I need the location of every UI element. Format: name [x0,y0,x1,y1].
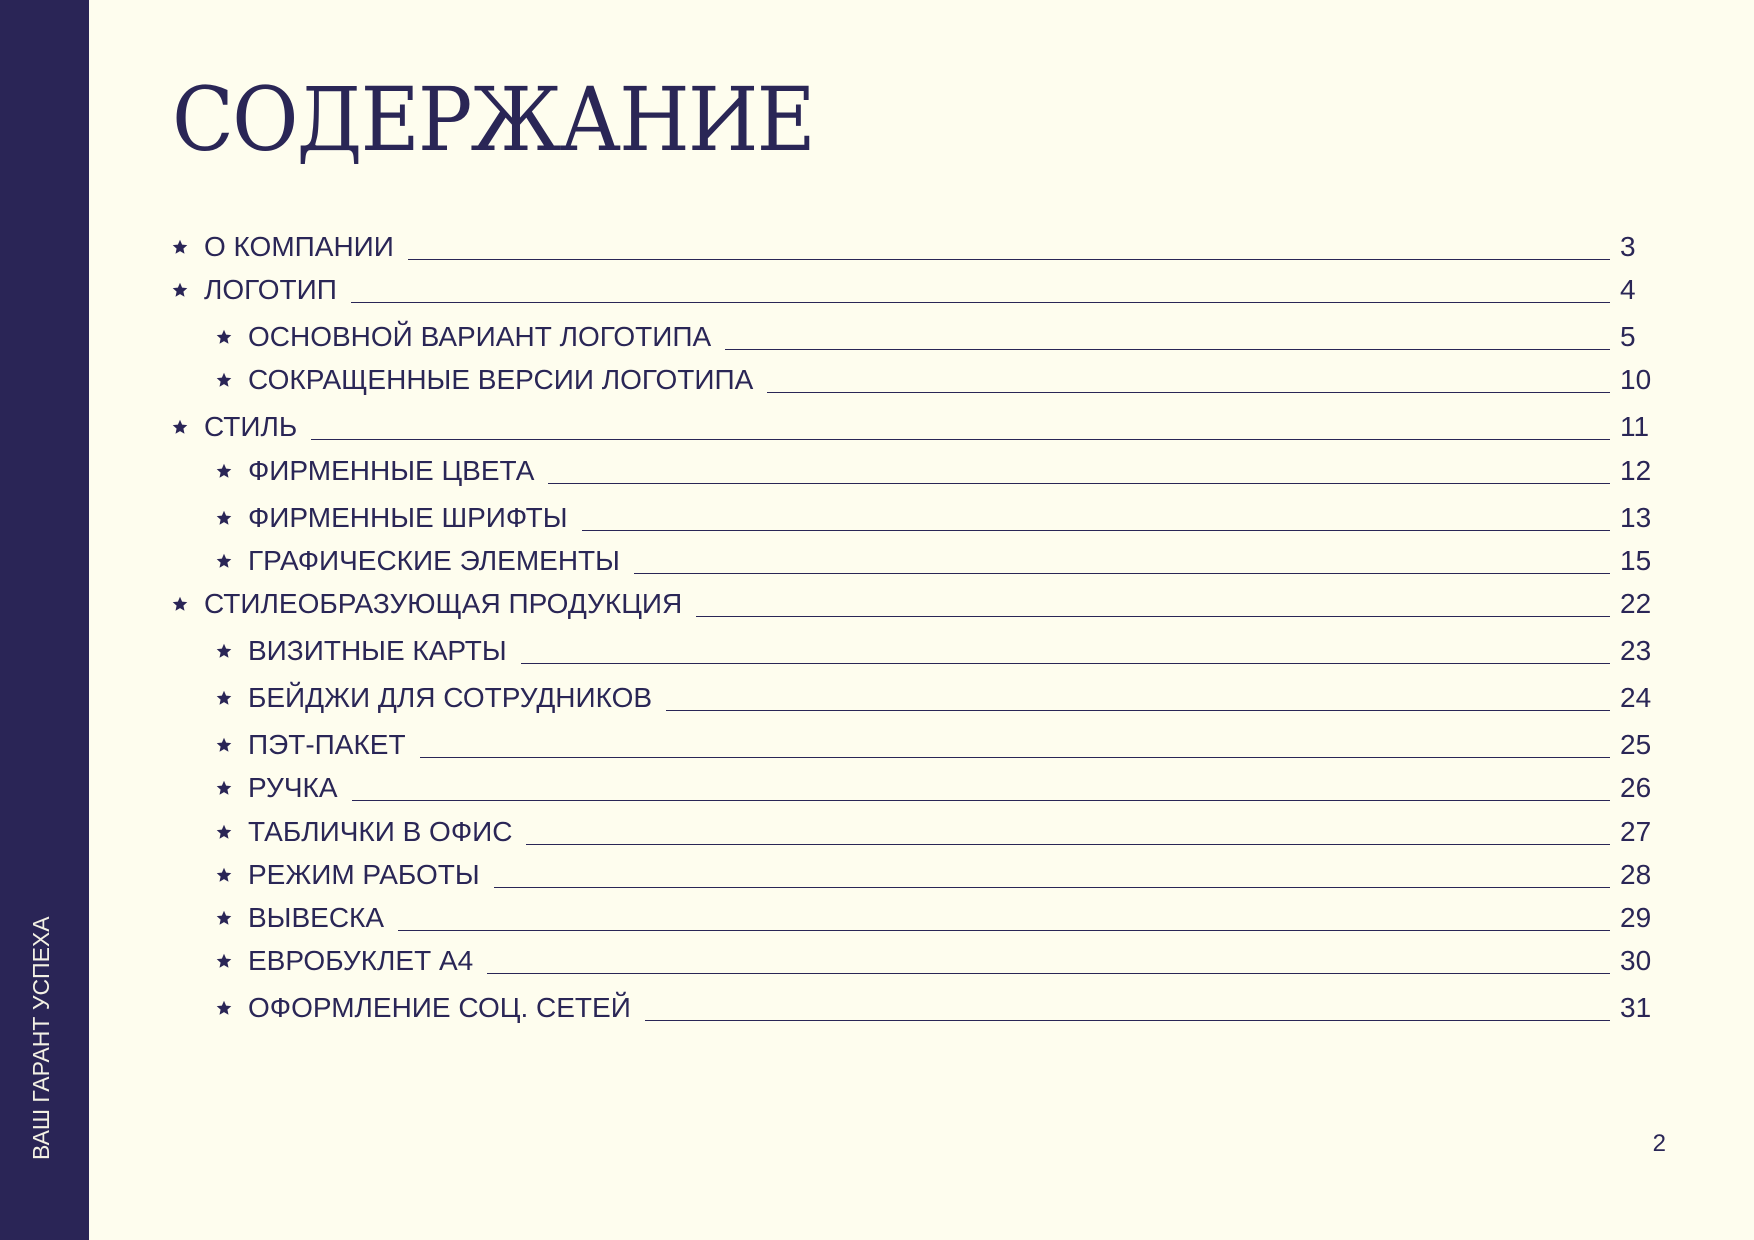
toc-leader-line [582,530,1610,531]
toc-entry-page: 29 [1620,902,1652,933]
toc-entry[interactable] [172,410,1666,444]
star-icon [216,1000,232,1016]
toc-entry-label: РЕЖИМ РАБОТЫ [248,859,480,890]
toc-entry-label: СТИЛЬ [204,411,298,442]
page-title: СОДЕРЖАНИЕ [172,68,814,171]
star-icon [172,239,188,255]
toc-entry-label: ОСНОВНОЙ ВАРИАНТ ЛОГОТИПА [248,321,712,352]
page-number: 2 [1652,1130,1666,1157]
toc-entry-label: ВЫВЕСКА [248,902,385,933]
toc-leader-line [666,710,1610,711]
toc-entry-page: 3 [1620,231,1636,262]
toc-leader-line [494,887,1610,888]
toc-entry[interactable] [216,771,1666,805]
star-icon [216,372,232,388]
toc-entry-page: 24 [1620,682,1652,713]
toc-entry-page: 15 [1620,545,1652,576]
toc-leader-line [696,616,1610,617]
toc-entry-page: 28 [1620,859,1652,890]
star-icon [216,780,232,796]
toc-entry[interactable] [216,991,1666,1025]
star-icon [172,282,188,298]
toc-entry[interactable] [172,587,1666,621]
toc-leader-line [725,349,1610,350]
toc-entry-page: 23 [1620,635,1652,666]
toc-leader-line [487,973,1610,974]
toc-leader-line [521,663,1610,664]
toc-entry-page: 27 [1620,816,1652,847]
toc-leader-line [311,439,1610,440]
star-icon [216,690,232,706]
star-icon [216,510,232,526]
toc-entry-page: 4 [1620,274,1636,305]
toc-entry[interactable] [216,901,1666,935]
star-icon [216,737,232,753]
toc-entry[interactable] [216,944,1666,978]
star-icon [216,463,232,479]
toc-leader-line [526,844,1610,845]
toc-entry-label: О КОМПАНИИ [204,231,394,262]
toc-entry-label: ПЭТ-ПАКЕТ [248,729,406,760]
toc-entry-page: 30 [1620,945,1652,976]
toc-entry-page: 26 [1620,772,1652,803]
toc-entry-page: 13 [1620,502,1652,533]
star-icon [172,419,188,435]
toc-entry[interactable] [216,858,1666,892]
toc-entry[interactable] [172,273,1666,307]
star-icon [216,329,232,345]
toc-entry-page: 5 [1620,321,1636,352]
star-icon [216,953,232,969]
toc-entry[interactable] [216,728,1666,762]
toc-entry-label: СОКРАЩЕННЫЕ ВЕРСИИ ЛОГОТИПА [248,364,754,395]
toc-leader-line [767,392,1610,393]
toc-entry[interactable] [216,634,1666,668]
toc-entry-label: ЕВРОБУКЛЕТ А4 [248,945,474,976]
toc-entry-page: 31 [1620,992,1652,1023]
star-icon [172,596,188,612]
toc-entry-label: СТИЛЕОБРАЗУЮЩАЯ ПРОДУКЦИЯ [204,588,683,619]
toc-entry-page: 22 [1620,588,1652,619]
toc-leader-line [408,259,1610,260]
toc-entry[interactable] [216,815,1666,849]
toc-entry-label: РУЧКА [248,772,338,803]
star-icon [216,867,232,883]
star-icon [216,910,232,926]
star-icon [216,553,232,569]
toc-entry[interactable] [172,230,1666,264]
toc-leader-line [634,573,1610,574]
toc-leader-line [548,483,1610,484]
toc-entry-label: ГРАФИЧЕСКИЕ ЭЛЕМЕНТЫ [248,545,620,576]
toc-entry[interactable] [216,501,1666,535]
toc-entry[interactable] [216,320,1666,354]
toc-entry-label: ТАБЛИЧКИ В ОФИС [248,816,513,847]
star-icon [216,643,232,659]
toc-leader-line [352,800,1611,801]
toc-entry-label: ЛОГОТИП [204,274,337,305]
toc-leader-line [398,930,1610,931]
toc-leader-line [420,757,1610,758]
toc-entry[interactable] [216,454,1666,488]
toc-entry-page: 11 [1620,411,1650,442]
toc-entry-page: 25 [1620,729,1652,760]
toc-entry[interactable] [216,544,1666,578]
toc-entry-label: ФИРМЕННЫЕ ШРИФТЫ [248,502,568,533]
toc-entry-label: БЕЙДЖИ ДЛЯ СОТРУДНИКОВ [248,682,653,713]
star-icon [216,824,232,840]
toc-entry-label: ВИЗИТНЫЕ КАРТЫ [248,635,507,666]
toc-entry-label: ОФОРМЛЕНИЕ СОЦ. СЕТЕЙ [248,992,631,1023]
sidebar-tagline: ВАШ ГАРАНТ УСПЕХА [28,916,54,1160]
toc-entry-label: ФИРМЕННЫЕ ЦВЕТА [248,455,535,486]
toc-entry[interactable] [216,363,1666,397]
toc-leader-line [351,302,1610,303]
toc-entry-page: 12 [1620,455,1652,486]
toc-entry-page: 10 [1620,364,1652,395]
toc-entry[interactable] [216,681,1666,715]
toc-leader-line [645,1020,1610,1021]
